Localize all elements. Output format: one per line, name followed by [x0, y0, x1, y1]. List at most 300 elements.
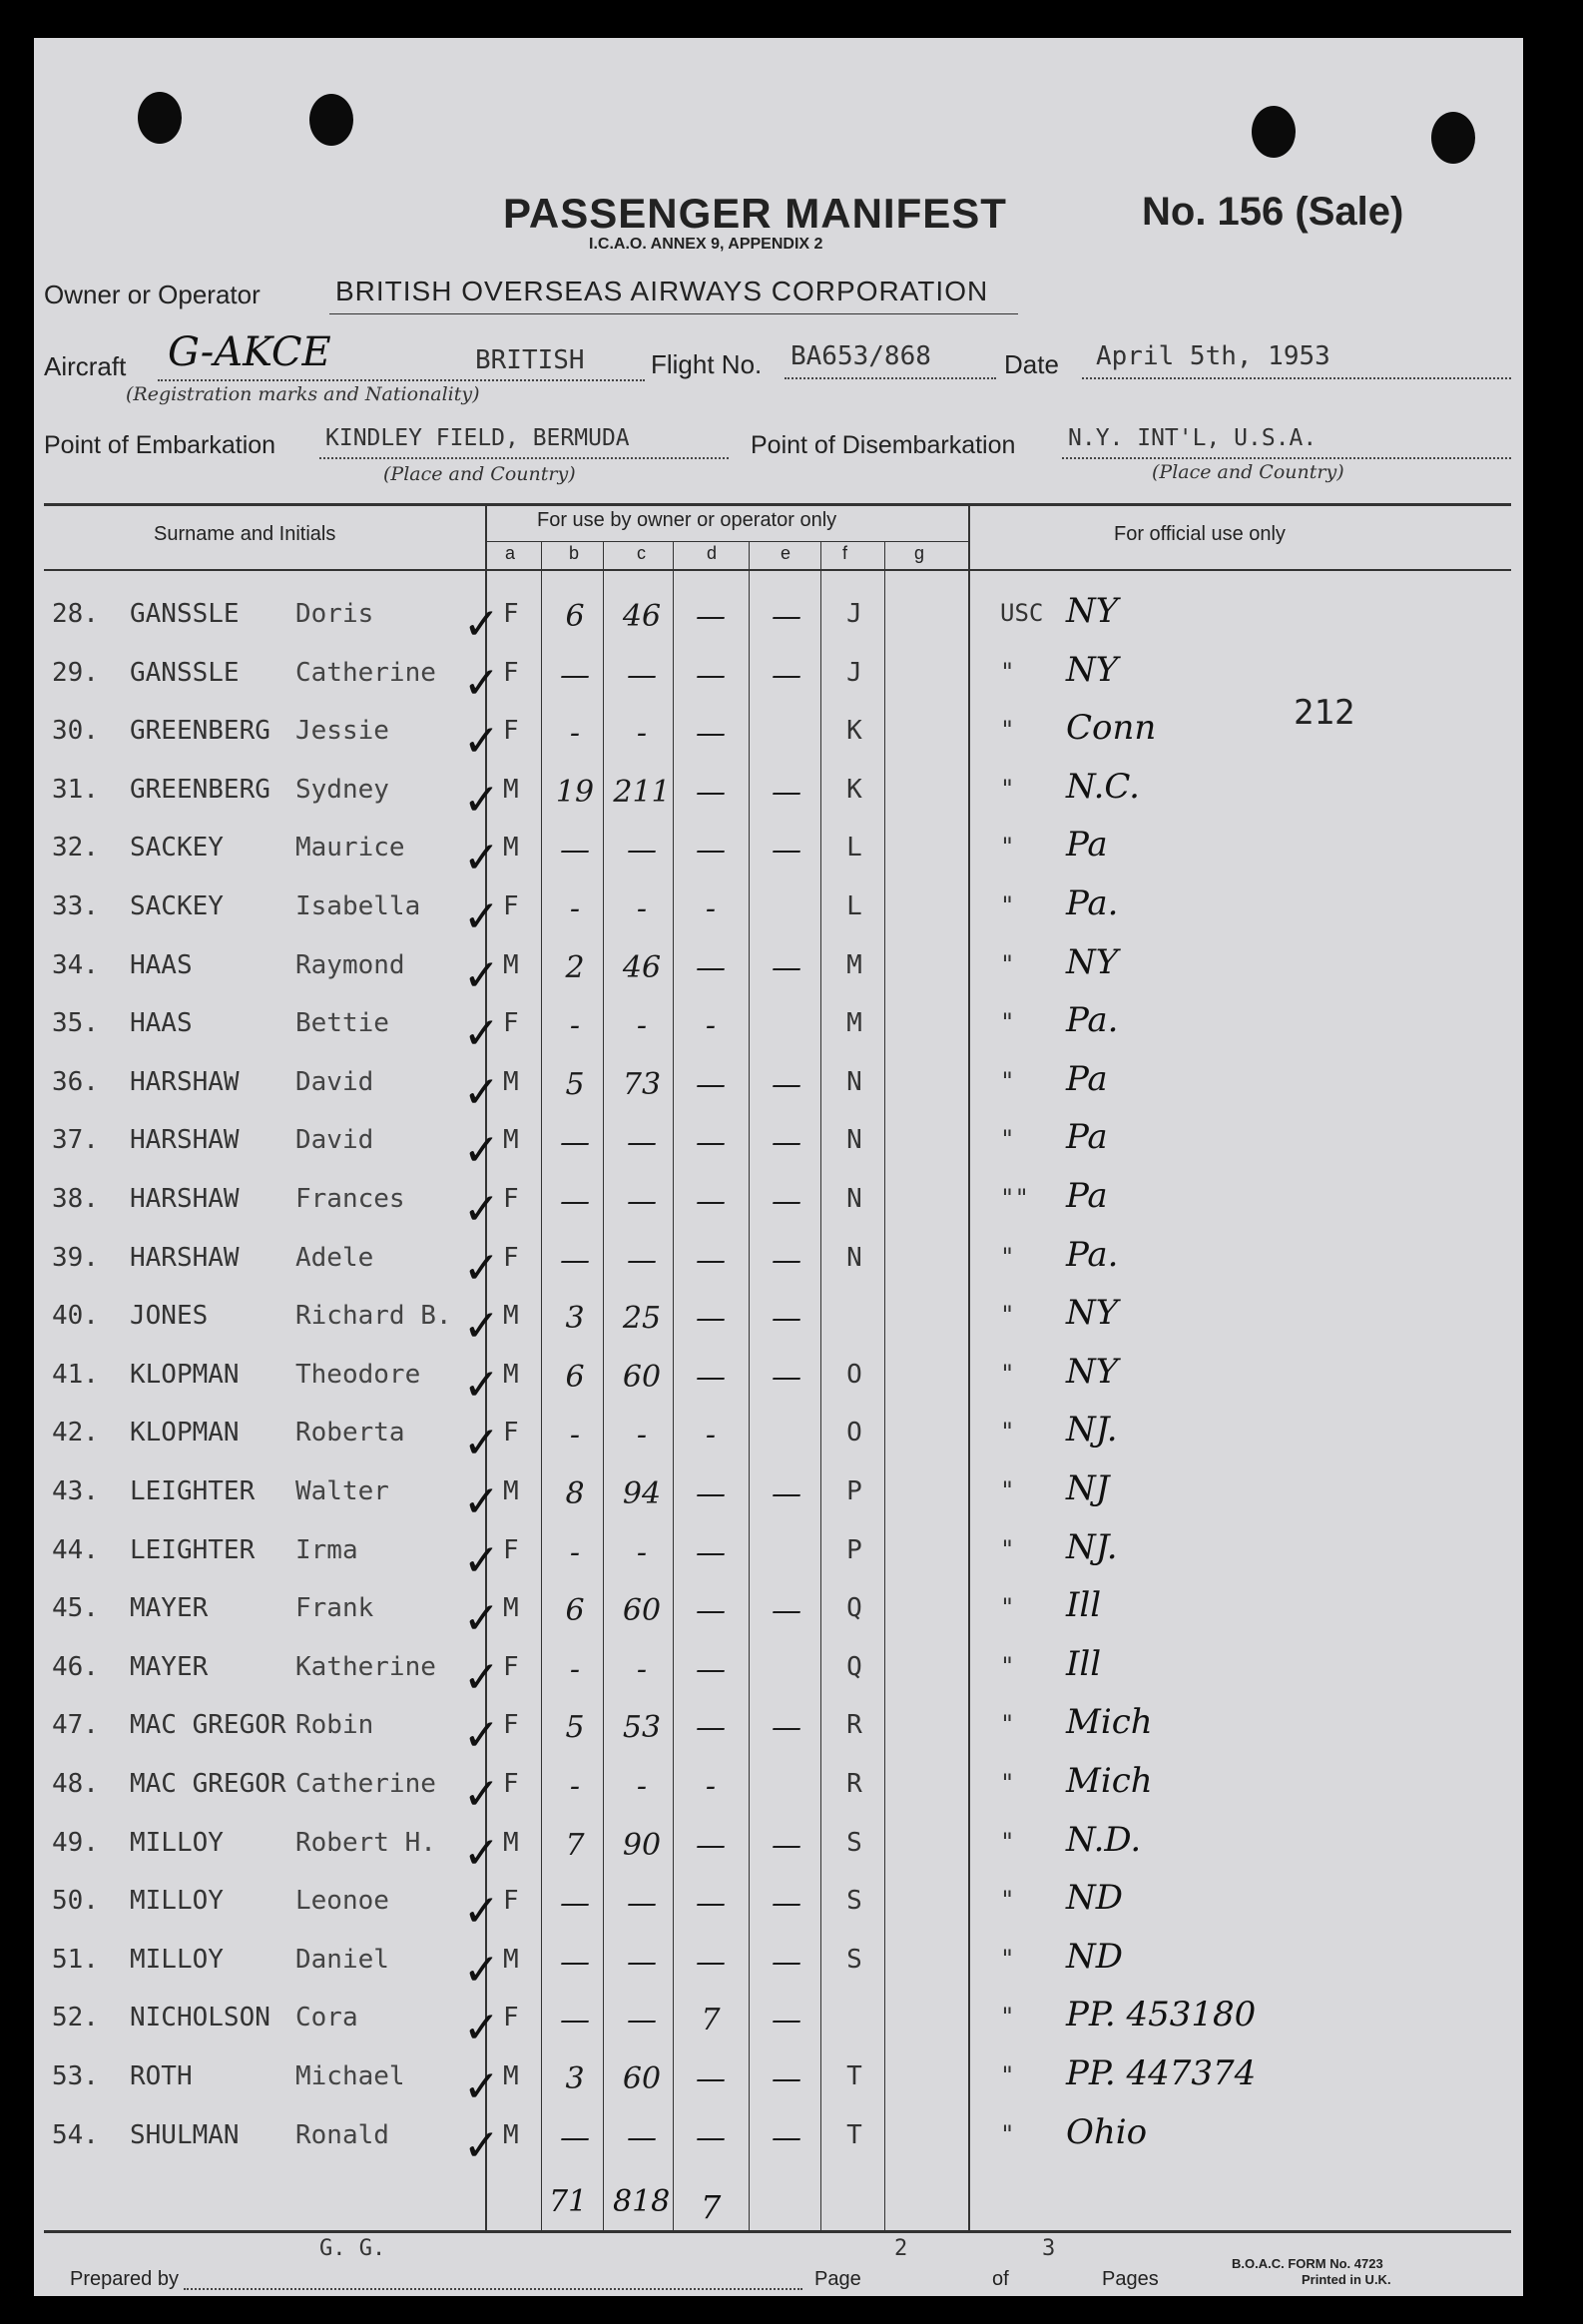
passenger-first-name: Walter — [295, 1476, 389, 1506]
row-number: 51. — [52, 1944, 99, 1975]
official-state-note: NY — [1066, 1293, 1119, 1334]
table-row — [34, 2053, 1523, 2112]
column-e-value: — — [772, 1184, 801, 1219]
column-b-value: 19 — [555, 774, 595, 810]
column-f-letter: S — [846, 1886, 862, 1917]
column-e-value: — — [772, 1301, 801, 1337]
column-d-value: — — [696, 599, 726, 634]
official-ditto-mark: "" — [1000, 1184, 1029, 1212]
column-d-value: — — [696, 1125, 726, 1161]
column-a-sex: F — [503, 2003, 519, 2034]
column-d-value: — — [696, 1184, 726, 1219]
disembark-rule — [1062, 457, 1511, 459]
column-b-value: — — [560, 833, 590, 869]
column-a-sex: F — [503, 891, 519, 921]
column-f-letter: K — [846, 716, 862, 747]
passenger-first-name: Ronald — [295, 2119, 389, 2150]
table-row — [34, 1234, 1523, 1294]
table-row — [34, 1643, 1523, 1703]
column-e-value: — — [772, 1710, 801, 1746]
manifest-number: No. 156 (Sale) — [1142, 190, 1404, 234]
aircraft-nationality: BRITISH — [475, 345, 585, 375]
official-ditto-mark: " — [1000, 1593, 1015, 1622]
official-ditto-mark: " — [1000, 716, 1015, 745]
passenger-first-name: Bettie — [295, 1008, 389, 1039]
column-d-value: — — [696, 833, 726, 869]
table-row — [34, 1526, 1523, 1586]
official-ditto-mark: " — [1000, 1769, 1015, 1797]
official-state-note: Ill — [1066, 1643, 1102, 1684]
column-f-letter: Q — [846, 1651, 862, 1682]
table-row — [34, 1585, 1523, 1645]
passenger-first-name: Roberta — [295, 1418, 405, 1449]
pages-value: 3 — [1042, 2236, 1056, 2261]
column-e-value: — — [772, 2061, 801, 2096]
column-b-value: 3 — [565, 1301, 585, 1337]
punch-hole — [1252, 106, 1296, 158]
checkmark-icon: ✓ — [463, 657, 500, 709]
passenger-surname: SACKEY — [130, 833, 224, 864]
checkmark-icon: ✓ — [463, 1476, 500, 1527]
checkmark-icon: ✓ — [463, 1534, 500, 1586]
column-d-value: - — [705, 1008, 717, 1044]
aircraft-registration: G-AKCE — [168, 329, 331, 375]
checkmark-icon: ✓ — [463, 599, 500, 650]
column-e-value: — — [772, 1886, 801, 1922]
column-a-sex: F — [503, 1534, 519, 1565]
checkmark-icon: ✓ — [463, 1301, 500, 1353]
column-header-names: Surname and Initials — [154, 523, 336, 545]
passenger-surname: LEIGHTER — [130, 1476, 256, 1506]
column-d-value: - — [705, 1418, 717, 1453]
table-row — [34, 591, 1523, 650]
column-letter-b: b — [569, 543, 580, 563]
row-number: 50. — [52, 1886, 99, 1917]
column-f-letter: S — [846, 1827, 862, 1858]
column-d-value: — — [696, 1534, 726, 1570]
checkmark-icon: ✓ — [463, 1593, 500, 1645]
flight-rule — [785, 377, 996, 379]
official-ditto-mark: " — [1000, 1008, 1015, 1037]
row-number: 54. — [52, 2119, 99, 2150]
row-number: 33. — [52, 891, 99, 921]
column-a-sex: M — [503, 1827, 519, 1858]
column-a-sex: M — [503, 1944, 519, 1975]
column-a-sex: M — [503, 1476, 519, 1506]
official-ditto-mark: " — [1000, 2061, 1015, 2089]
official-state-note: NY — [1066, 591, 1119, 631]
column-c-value: — — [627, 833, 657, 869]
column-header-official: For official use only — [1114, 523, 1286, 545]
column-c-value: 73 — [622, 1066, 662, 1102]
column-c-value: 25 — [622, 1301, 662, 1337]
table-row — [34, 649, 1523, 709]
column-b-value: 7 — [565, 1827, 585, 1863]
aircraft-label: Aircraft — [44, 351, 127, 381]
owner-value: BRITISH OVERSEAS AIRWAYS CORPORATION — [335, 276, 989, 306]
table-row — [34, 1936, 1523, 1996]
table-top-rule — [44, 503, 1511, 506]
checkmark-icon: ✓ — [463, 1242, 500, 1294]
row-number: 47. — [52, 1710, 99, 1741]
official-state-note: PP. 447374 — [1066, 2053, 1257, 2093]
column-c-value: — — [627, 1886, 657, 1922]
disembark-label: Point of Disembarkation — [751, 431, 1016, 459]
column-c-value: 46 — [622, 949, 662, 985]
row-number: 37. — [52, 1125, 99, 1156]
checkmark-icon: ✓ — [463, 1886, 500, 1938]
column-a-sex: F — [503, 1886, 519, 1917]
column-e-value: — — [772, 1359, 801, 1395]
passenger-surname: GANSSLE — [130, 657, 240, 688]
official-state-note: Pa. — [1066, 883, 1119, 923]
manifest-sheet — [34, 38, 1523, 2296]
official-ditto-mark: " — [1000, 891, 1015, 919]
passenger-surname: MILLOY — [130, 1944, 224, 1975]
column-a-sex: F — [503, 716, 519, 747]
passenger-surname: HARSHAW — [130, 1125, 240, 1156]
official-state-note: N.D. — [1066, 1819, 1142, 1860]
column-e-value: — — [772, 1125, 801, 1161]
passenger-surname: HAAS — [130, 1008, 193, 1039]
official-ditto-mark: " — [1000, 1476, 1015, 1504]
column-e-value: — — [772, 1827, 801, 1863]
column-header-operator: For use by owner or operator only — [537, 509, 837, 531]
column-d-value: 7 — [701, 2003, 721, 2038]
row-number: 46. — [52, 1651, 99, 1682]
table-row — [34, 766, 1523, 826]
row-number: 42. — [52, 1418, 99, 1449]
column-d-value: — — [696, 2061, 726, 2096]
official-state-note: Conn — [1066, 708, 1157, 749]
row-number: 48. — [52, 1769, 99, 1799]
column-f-letter: N — [846, 1184, 862, 1214]
column-d-value: — — [696, 1359, 726, 1395]
column-a-sex: M — [503, 2119, 519, 2150]
prepared-by-label: Prepared by — [70, 2268, 179, 2290]
column-b-value: — — [560, 657, 590, 693]
table-row — [34, 1058, 1523, 1118]
checkmark-icon: ✓ — [463, 716, 500, 768]
table-row — [34, 1995, 1523, 2054]
row-number: 41. — [52, 1359, 99, 1390]
column-f-letter: M — [846, 949, 862, 980]
table-row — [34, 825, 1523, 884]
passenger-first-name: Cora — [295, 2003, 358, 2034]
column-letter-e: e — [781, 543, 792, 563]
checkmark-icon: ✓ — [463, 1944, 500, 1996]
official-state-note: NY — [1066, 941, 1119, 982]
official-ditto-mark: " — [1000, 1651, 1015, 1680]
column-d-value: — — [696, 1944, 726, 1980]
row-number: 28. — [52, 599, 99, 629]
column-d-value: — — [696, 1886, 726, 1922]
column-d-value: — — [696, 949, 726, 985]
column-d-value: - — [705, 891, 717, 926]
handwritten-annotation: 212 — [1294, 693, 1355, 733]
column-e-value: — — [772, 833, 801, 869]
official-state-note: NJ — [1066, 1468, 1110, 1508]
passenger-surname: MILLOY — [130, 1886, 224, 1917]
date-rule — [1082, 377, 1511, 379]
embark-note: (Place and Country) — [383, 463, 576, 485]
passenger-first-name: Maurice — [295, 833, 405, 864]
passenger-first-name: Catherine — [295, 1769, 436, 1799]
official-ditto-mark: " — [1000, 1418, 1015, 1447]
column-d-value: — — [696, 1066, 726, 1102]
official-state-note: NY — [1066, 649, 1119, 690]
row-number: 34. — [52, 949, 99, 980]
passenger-surname: HARSHAW — [130, 1184, 240, 1214]
column-a-sex: M — [503, 833, 519, 864]
embark-value: KINDLEY FIELD, BERMUDA — [325, 425, 630, 451]
table-row — [34, 1351, 1523, 1411]
column-c-value: 60 — [622, 1593, 662, 1629]
row-number: 44. — [52, 1534, 99, 1565]
passenger-surname: MAYER — [130, 1593, 209, 1624]
column-b-value: - — [569, 1008, 581, 1044]
column-e-value: — — [772, 2003, 801, 2038]
column-b-value: — — [560, 1242, 590, 1278]
form-print-note: Printed in U.K. — [1302, 2272, 1391, 2287]
column-b-value: 2 — [565, 949, 585, 985]
column-b-value: - — [569, 1651, 581, 1687]
column-b-value: — — [560, 1184, 590, 1219]
aircraft-note: (Registration marks and Nationality) — [126, 383, 480, 405]
column-b-value: — — [560, 1944, 590, 1980]
passenger-first-name: Raymond — [295, 949, 405, 980]
passenger-surname: KLOPMAN — [130, 1359, 240, 1390]
column-f-letter: R — [846, 1710, 862, 1741]
column-c-value: — — [627, 1125, 657, 1161]
column-b-value: 3 — [565, 2061, 585, 2096]
passenger-surname: MILLOY — [130, 1827, 224, 1858]
column-f-letter: O — [846, 1359, 862, 1390]
column-c-value: — — [627, 2003, 657, 2038]
official-ditto-mark: " — [1000, 1125, 1015, 1154]
official-ditto-mark: " — [1000, 1944, 1015, 1973]
checkmark-icon: ✓ — [463, 1769, 500, 1820]
column-d-value: — — [696, 657, 726, 693]
column-c-value: 211 — [613, 774, 671, 810]
row-number: 36. — [52, 1066, 99, 1097]
column-f-letter: O — [846, 1418, 862, 1449]
column-a-sex: M — [503, 1066, 519, 1097]
column-f-letter: T — [846, 2061, 862, 2091]
passenger-first-name: Leonoe — [295, 1886, 389, 1917]
official-state-note: ND — [1066, 1878, 1124, 1919]
column-e-value: — — [772, 1242, 801, 1278]
column-d-value: — — [696, 2119, 726, 2155]
table-bottom-rule — [44, 2230, 1511, 2233]
column-d-value: — — [696, 774, 726, 810]
column-a-sex: M — [503, 774, 519, 805]
official-ditto-mark: " — [1000, 1242, 1015, 1271]
column-c-value: — — [627, 657, 657, 693]
column-e-value: — — [772, 1066, 801, 1102]
column-c-value: - — [636, 1651, 648, 1687]
column-f-letter: L — [846, 891, 862, 921]
page-label: Page — [814, 2268, 861, 2290]
row-number: 43. — [52, 1476, 99, 1506]
column-f-letter: N — [846, 1125, 862, 1156]
disembark-note: (Place and Country) — [1152, 461, 1344, 483]
owner-rule — [329, 313, 1018, 314]
official-state-note: Pa — [1066, 1117, 1108, 1158]
column-d-value: — — [696, 1593, 726, 1629]
disembark-value: N.Y. INT'L, U.S.A. — [1068, 425, 1318, 451]
column-d-value: — — [696, 1827, 726, 1863]
column-b-value: 5 — [565, 1066, 585, 1102]
column-b-value: 5 — [565, 1710, 585, 1746]
passenger-first-name: Theodore — [295, 1359, 421, 1390]
column-f-letter: L — [846, 833, 862, 864]
column-c-value: — — [627, 1242, 657, 1278]
column-c-value: - — [636, 891, 648, 926]
table-row — [34, 1761, 1523, 1820]
passenger-first-name: Doris — [295, 599, 374, 629]
passenger-first-name: Robert H. — [295, 1827, 436, 1858]
checkmark-icon: ✓ — [463, 949, 500, 1001]
column-c-value: 46 — [622, 599, 662, 634]
column-d-value: — — [696, 1651, 726, 1687]
column-c-value: — — [627, 1944, 657, 1980]
official-state-note: Pa. — [1066, 1234, 1119, 1275]
column-e-value: — — [772, 949, 801, 985]
column-f-letter: J — [846, 599, 862, 629]
column-b-value: — — [560, 2003, 590, 2038]
table-row — [34, 1819, 1523, 1879]
column-b-value: — — [560, 1125, 590, 1161]
table-row — [34, 941, 1523, 1001]
column-a-sex: F — [503, 599, 519, 629]
official-state-note: Ohio — [1066, 2111, 1148, 2152]
column-a-sex: M — [503, 1593, 519, 1624]
column-c-value: - — [636, 1008, 648, 1044]
checkmark-icon: ✓ — [463, 1710, 500, 1762]
checkmark-icon: ✓ — [463, 774, 500, 826]
checkmark-icon: ✓ — [463, 1184, 500, 1235]
official-state-note: Mich — [1066, 1761, 1153, 1801]
passenger-first-name: Frank — [295, 1593, 374, 1624]
column-letter-a: a — [505, 543, 516, 563]
official-state-note: Mich — [1066, 1702, 1153, 1743]
column-c-value: 90 — [622, 1827, 662, 1863]
official-ditto-mark: " — [1000, 1886, 1015, 1915]
column-d-value: — — [696, 716, 726, 752]
column-c-value: - — [636, 1769, 648, 1804]
row-number: 45. — [52, 1593, 99, 1624]
official-ditto-mark: " — [1000, 1534, 1015, 1563]
column-letter-g: g — [914, 543, 925, 563]
passenger-first-name: Irma — [295, 1534, 358, 1565]
column-c-value: - — [636, 1418, 648, 1453]
official-ditto-mark: USC — [1000, 599, 1044, 627]
column-f-letter: P — [846, 1534, 862, 1565]
column-a-sex: F — [503, 657, 519, 688]
column-b-value: - — [569, 716, 581, 752]
column-c-value: - — [636, 716, 648, 752]
row-number: 38. — [52, 1184, 99, 1214]
passenger-surname: SACKEY — [130, 891, 224, 921]
official-state-note: PP. 453180 — [1066, 1995, 1257, 2035]
column-letter-c: c — [637, 543, 646, 563]
official-ditto-mark: " — [1000, 1066, 1015, 1095]
passenger-first-name: David — [295, 1125, 374, 1156]
checkmark-icon: ✓ — [463, 2003, 500, 2054]
column-c-value: 60 — [622, 2061, 662, 2096]
passenger-surname: GREENBERG — [130, 716, 270, 747]
passenger-surname: HARSHAW — [130, 1066, 240, 1097]
total-b: 71 — [549, 2184, 588, 2219]
checkmark-icon: ✓ — [463, 891, 500, 942]
table-row — [34, 883, 1523, 942]
passenger-surname: MAC GREGOR — [130, 1710, 286, 1741]
official-ditto-mark: " — [1000, 774, 1015, 803]
passenger-first-name: Michael — [295, 2061, 405, 2091]
flight-label: Flight No. — [651, 349, 763, 379]
passenger-surname: JONES — [130, 1301, 209, 1332]
column-e-value: — — [772, 599, 801, 634]
of-label: of — [992, 2268, 1009, 2290]
passenger-surname: KLOPMAN — [130, 1418, 240, 1449]
flight-number: BA653/868 — [791, 341, 931, 371]
official-ditto-mark: " — [1000, 833, 1015, 862]
column-f-letter: N — [846, 1242, 862, 1273]
official-state-note: ND — [1066, 1936, 1124, 1977]
prepared-by-value: G. G. — [319, 2236, 386, 2261]
owner-label: Owner or Operator — [44, 280, 261, 309]
passenger-first-name: Katherine — [295, 1651, 436, 1682]
passenger-surname: GANSSLE — [130, 599, 240, 629]
column-a-sex: F — [503, 1008, 519, 1039]
row-number: 39. — [52, 1242, 99, 1273]
passenger-surname: NICHOLSON — [130, 2003, 270, 2034]
column-d-value: — — [696, 1710, 726, 1746]
column-b-value: 6 — [565, 599, 585, 634]
manifest-title: PASSENGER MANIFEST — [503, 190, 1007, 237]
official-ditto-mark: " — [1000, 2003, 1015, 2032]
column-a-sex: M — [503, 1125, 519, 1156]
passenger-first-name: David — [295, 1066, 374, 1097]
punch-hole — [138, 92, 182, 144]
official-ditto-mark: " — [1000, 1710, 1015, 1739]
form-number: B.O.A.C. FORM No. 4723 — [1232, 2256, 1383, 2271]
official-ditto-mark: " — [1000, 2119, 1015, 2148]
page-value: 2 — [894, 2236, 908, 2261]
official-state-note: Pa — [1066, 1058, 1108, 1099]
column-d-value: — — [696, 1242, 726, 1278]
passenger-surname: ROTH — [130, 2061, 193, 2091]
checkmark-icon: ✓ — [463, 1651, 500, 1703]
official-state-note: NJ. — [1066, 1526, 1118, 1567]
official-state-note: Pa — [1066, 825, 1108, 866]
table-row — [34, 1410, 1523, 1469]
checkmark-icon: ✓ — [463, 1418, 500, 1469]
official-state-note: NJ. — [1066, 1410, 1118, 1451]
column-b-value: - — [569, 1534, 581, 1570]
passenger-first-name: Frances — [295, 1184, 405, 1214]
row-number: 32. — [52, 833, 99, 864]
table-row — [34, 1878, 1523, 1938]
table-row — [34, 2111, 1523, 2171]
punch-hole — [1431, 112, 1475, 164]
column-b-value: — — [560, 1886, 590, 1922]
column-a-sex: F — [503, 1710, 519, 1741]
column-c-value: 53 — [622, 1710, 662, 1746]
total-c: 818 — [613, 2184, 671, 2219]
row-number: 30. — [52, 716, 99, 747]
